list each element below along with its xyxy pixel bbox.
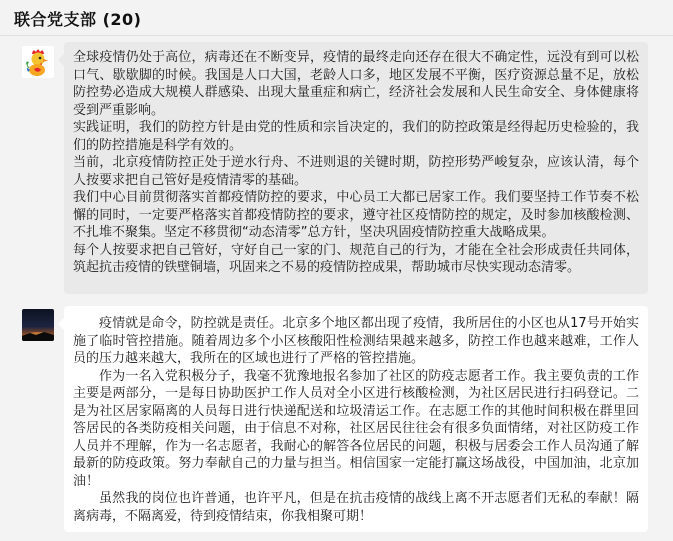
message-2-paragraph: 疫情就是命令，防控就是责任。北京多个地区都出现了疫情，我所居住的小区也从17号开始实施了临时管控措施。随着周边多个小区核酸阳性检测结果越来越多，防控工作也越来越难，工作人员的压力越来越大，我所在的区域也进行了严格的管控措施。 [73,316,639,366]
message-1-paragraph: 当前，北京疫情防控正处于逆水行舟、不进则退的关键时期，防控形势严峻复杂，应该认清，每个人按要求把自己管好是疫情清零的基础。 [73,155,639,188]
message-1-paragraph: 实践证明，我们的防控方针是由党的性质和宗旨决定的，我们的防控政策是经得起历史检验的，我们的防控措施是科学有效的。 [73,120,639,153]
night-sky-avatar-icon[interactable] [22,309,54,341]
message-1-paragraph: 每个人按要求把自己管好，守好自己一家的门、规范自己的行为，才能在全社会形成责任共同体，筑起抗击疫情的铁壁铜墙，巩固来之不易的疫情防控成果，帮助城市尽快实现动态清零。 [73,242,639,275]
message-bubble-1[interactable] [64,42,648,294]
chat-title[interactable]: 联合党支部 (20) [14,10,142,29]
message-1-paragraph: 我们中心目前贯彻落实首都疫情防控的要求，中心员工大都已居家工作。我们要坚持工作节奏不松懈的同时，一定要严格落实首都疫情防控的要求，遵守社区疫情防控的规定，及时参加核酸检测、不扎堆不聚集。坚定不移贯彻“动态清零”总方针，坚决巩固疫情防控重大战略成果。 [73,190,639,240]
message-2-paragraph: 作为一名入党积极分子，我毫不犹豫地报名参加了社区的防疫志愿者工作。我主要负责的工作主要是两部分，一是每日协助医护工作人员对全小区进行核酸检测，为社区居民进行扫码登记。二是为社区居家隔离的人员每日进行快递配送和垃圾清运工作。在志愿工作的其他时间积极在群里回答居民的各类防疫相关问题，由于信息不对称，社区居民往往会有很多负面情绪，对社区防疫工作人员并不理解，作为一名志愿者，我耐心的解答各位居民的问题，积极与居委会工作人员沟通了解最新的防疫政策。努力奉献自己的力量与担当。相信国家一定能打赢这场战役，中国加油，北京加油！ [73,368,639,489]
message-2-paragraph: 虽然我的岗位也许普通，也许平凡，但是在抗击疫情的战线上离不开志愿者们无私的奉献！隔离病毒，不隔离爱，待到疫情结束，你我相聚可期！ [73,491,639,524]
chat-header [0,0,673,36]
rooster-avatar-icon[interactable] [22,46,54,78]
message-1-paragraph: 全球疫情仍处于高位，病毒还在不断变异，疫情的最终走向还存在很大不确定性，远没有到可以松口气、歇歇脚的时候。我国是人口大国，老龄人口多，地区发展不平衡，医疗资源总量不足，放松防控势必造成大规模人群感染、出现大量重症和病亡，经济社会发展和人民生命安全、身体健康将受到严重影响。 [73,50,639,118]
message-bubble-2[interactable] [64,306,648,532]
